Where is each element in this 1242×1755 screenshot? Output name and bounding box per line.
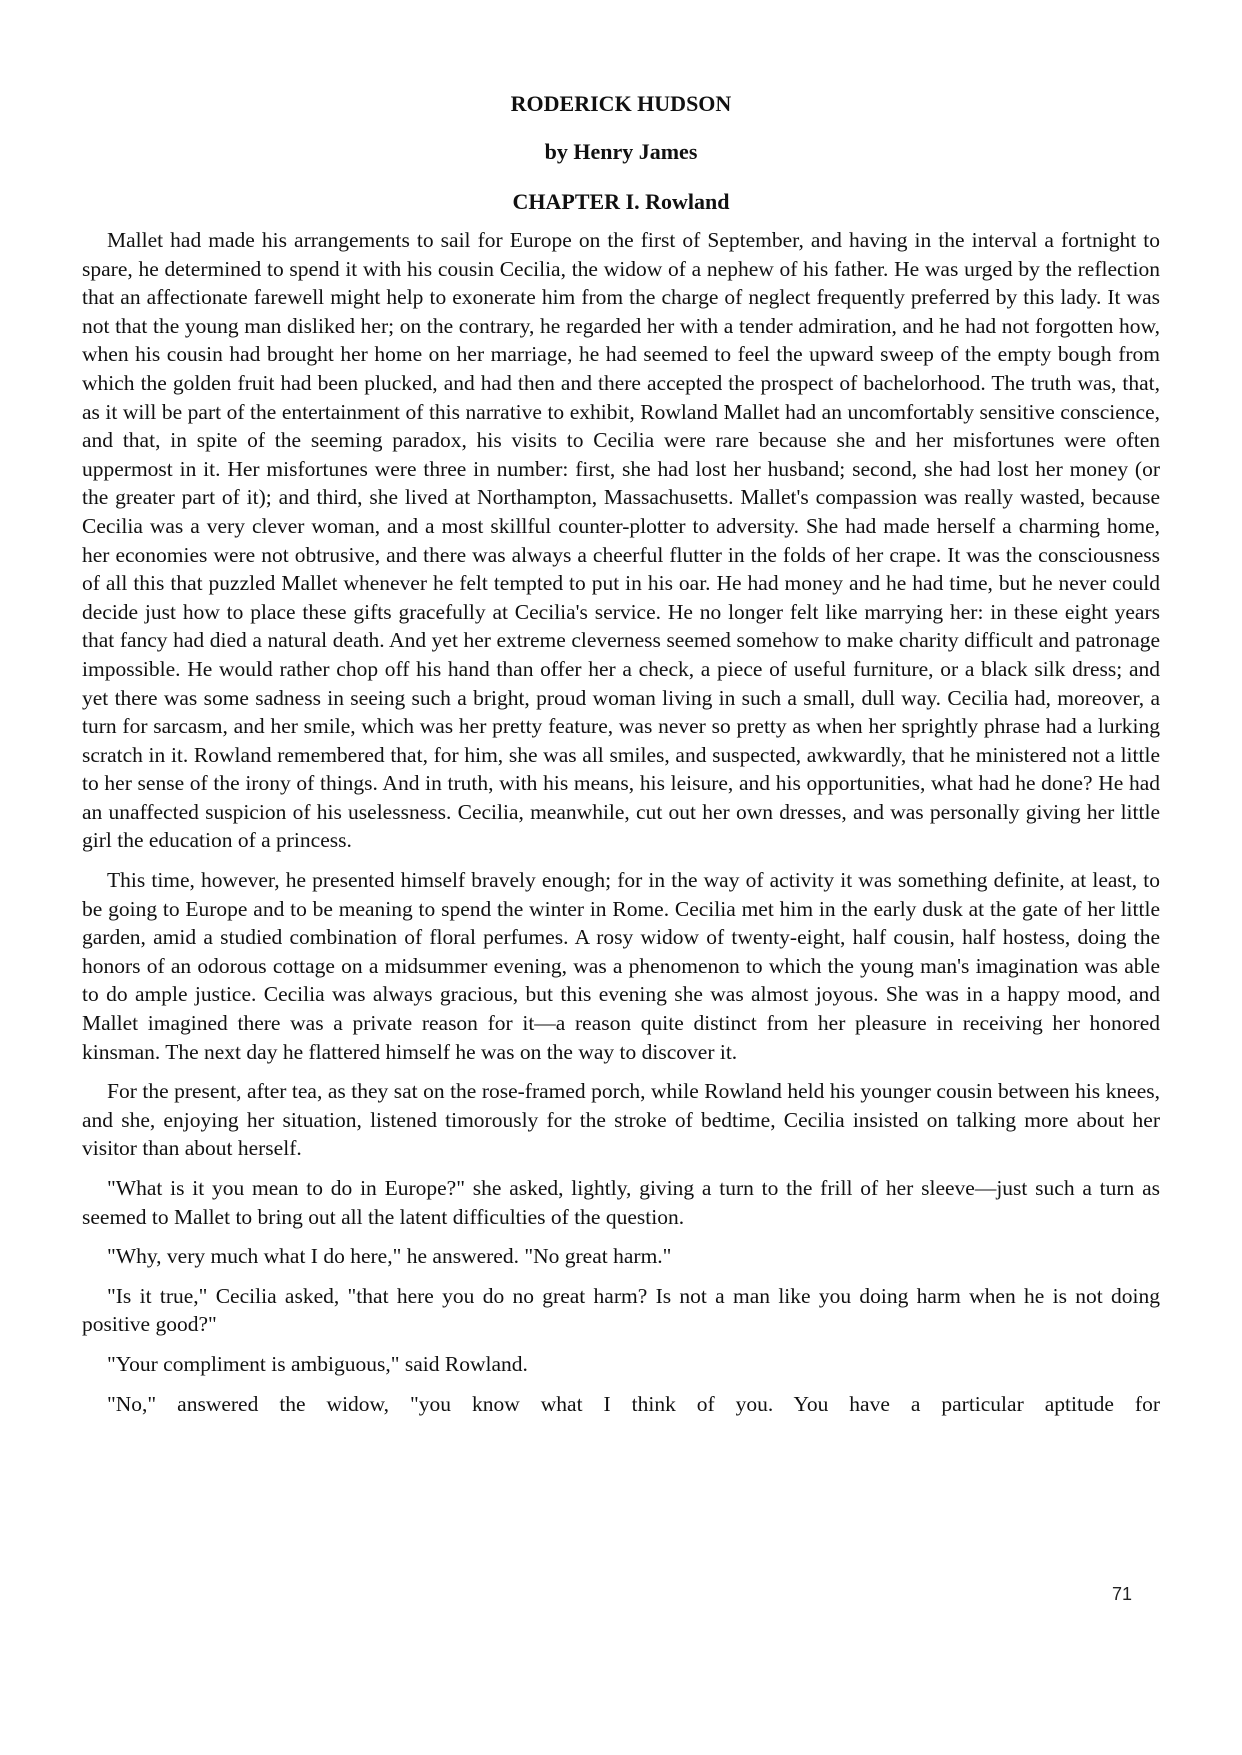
author-line: by Henry James [544,139,698,164]
paragraph-5: "Why, very much what I do here," he answered. "No great harm." [107,1244,672,1269]
paragraph-6: "Is it true," Cecilia asked, "that here you do no great harm? Is not a man like you doing harm when he is not doing positive good?" [82,1283,1160,1337]
book-title: RODERICK HUDSON [510,91,732,116]
paragraph-1: Mallet had made his arrangements to sail for Europe on the first of September, and having in the interval a fortnight to spare, he determined to spend it with his cousin Cecilia, the widow of a nephew of his father. He was urged by the reflection that an affectionate farewell might help to exonerate him from the charge of neglect frequently preferred by this lady. It was not that the young man disliked her; on the contrary, he regarded her with a tender admiration, and he had not forgotten how, when his cousin had brought her home on her marriage, he had seemed to feel the upward sweep of the empty bough from which the golden fruit had been plucked, and had then and there accepted the prospect of bachelorhood. The truth was, that, as it will be part of the entertainment of this narrative to exhibit, Rowland Mallet had an uncomfortably sensitive conscience, and that, in spite of the seeming paradox, his visits to Cecilia were rare because she and her misfortunes were often uppermost in it. Her misfortunes were three in number: first, she had lost her husband; second, she had lost her money (or the greater part of it); and third, she lived at Northampton, Massachusetts. Mallet's compassion was really wasted, because Cecilia was a very clever woman, and a most skillful counter-plotter to adversity. She had made herself a charming home, her economies were not obtrusive, and there was always a cheerful flutter in the folds of her crape. It was the consciousness of all this that puzzled Mallet whenever he felt tempted to put in his oar. He had money and he had time, but he never could decide just how to place these gifts gracefully at Cecilia's service. He no longer felt like marrying her: in these eight years that fancy had died a natural death. And yet her extreme cleverness seemed somehow to make charity difficult and patronage impossible. He would rather chop off his hand than offer her a check, a piece of useful furniture, or a black silk dress; and yet there was some sadness in seeing such a bright, proud woman living in such a small, dull way. Cecilia had, moreover, a turn for sarcasm, and her smile, which was her pretty feature, was never so pretty as when her sprightly phrase had a lurking scratch in it. Rowland remembered that, for him, she was all smiles, and suspected, awkwardly, that he ministered not a little to her sense of the irony of things. And in truth, with his means, his leisure, and his opportunities, what had he done? He had an unaffected suspicion of his uselessness. Cecilia, meanwhile, cut out her own dresses, and was personally giving her little girl the education of a princess. [82,228,1160,853]
page-number: 71 [1112,1584,1133,1604]
book-page [82,82,1160,1429]
paragraph-4: "What is it you mean to do in Europe?" she asked, lightly, giving a turn to the frill of her sleeve—just such a turn as seemed to Mallet to bring out all the latent difficulties of the question. [82,1176,1160,1229]
paragraph-3: For the present, after tea, as they sat on the rose-framed porch, while Rowland held his younger cousin between his knees, and she, enjoying her situation, listened timorously for the stroke of bedtime, Cecilia insisted on talking more about her visitor than about herself. [82,1079,1160,1161]
paragraph-8: "No," answered the widow, "you know what I think of you. You have a particular aptitude for [107,1391,1160,1416]
paragraph-2: This time, however, he presented himself bravely enough; for in the way of activity it was something definite, at least, to be going to Europe and to be meaning to spend the winter in Rome. Cecilia met him in the early dusk at the gate of her little garden, amid a studied combination of floral perfumes. A rosy widow of twenty-eight, half cousin, half hostess, doing the honors of an odorous cottage on a midsummer evening, was a phenomenon to which the young man's imagination was able to do ample justice. Cecilia was always gracious, but this evening she was almost joyous. She was in a happy mood, and Mallet imagined there was a private reason for it—a reason quite distinct from her pleasure in receiving her honored kinsman. The next day he flattered himself he was on the way to discover it. [82,868,1160,1064]
chapter-heading: CHAPTER I. Rowland [512,189,730,214]
paragraph-7: "Your compliment is ambiguous," said Rowland. [107,1351,528,1376]
